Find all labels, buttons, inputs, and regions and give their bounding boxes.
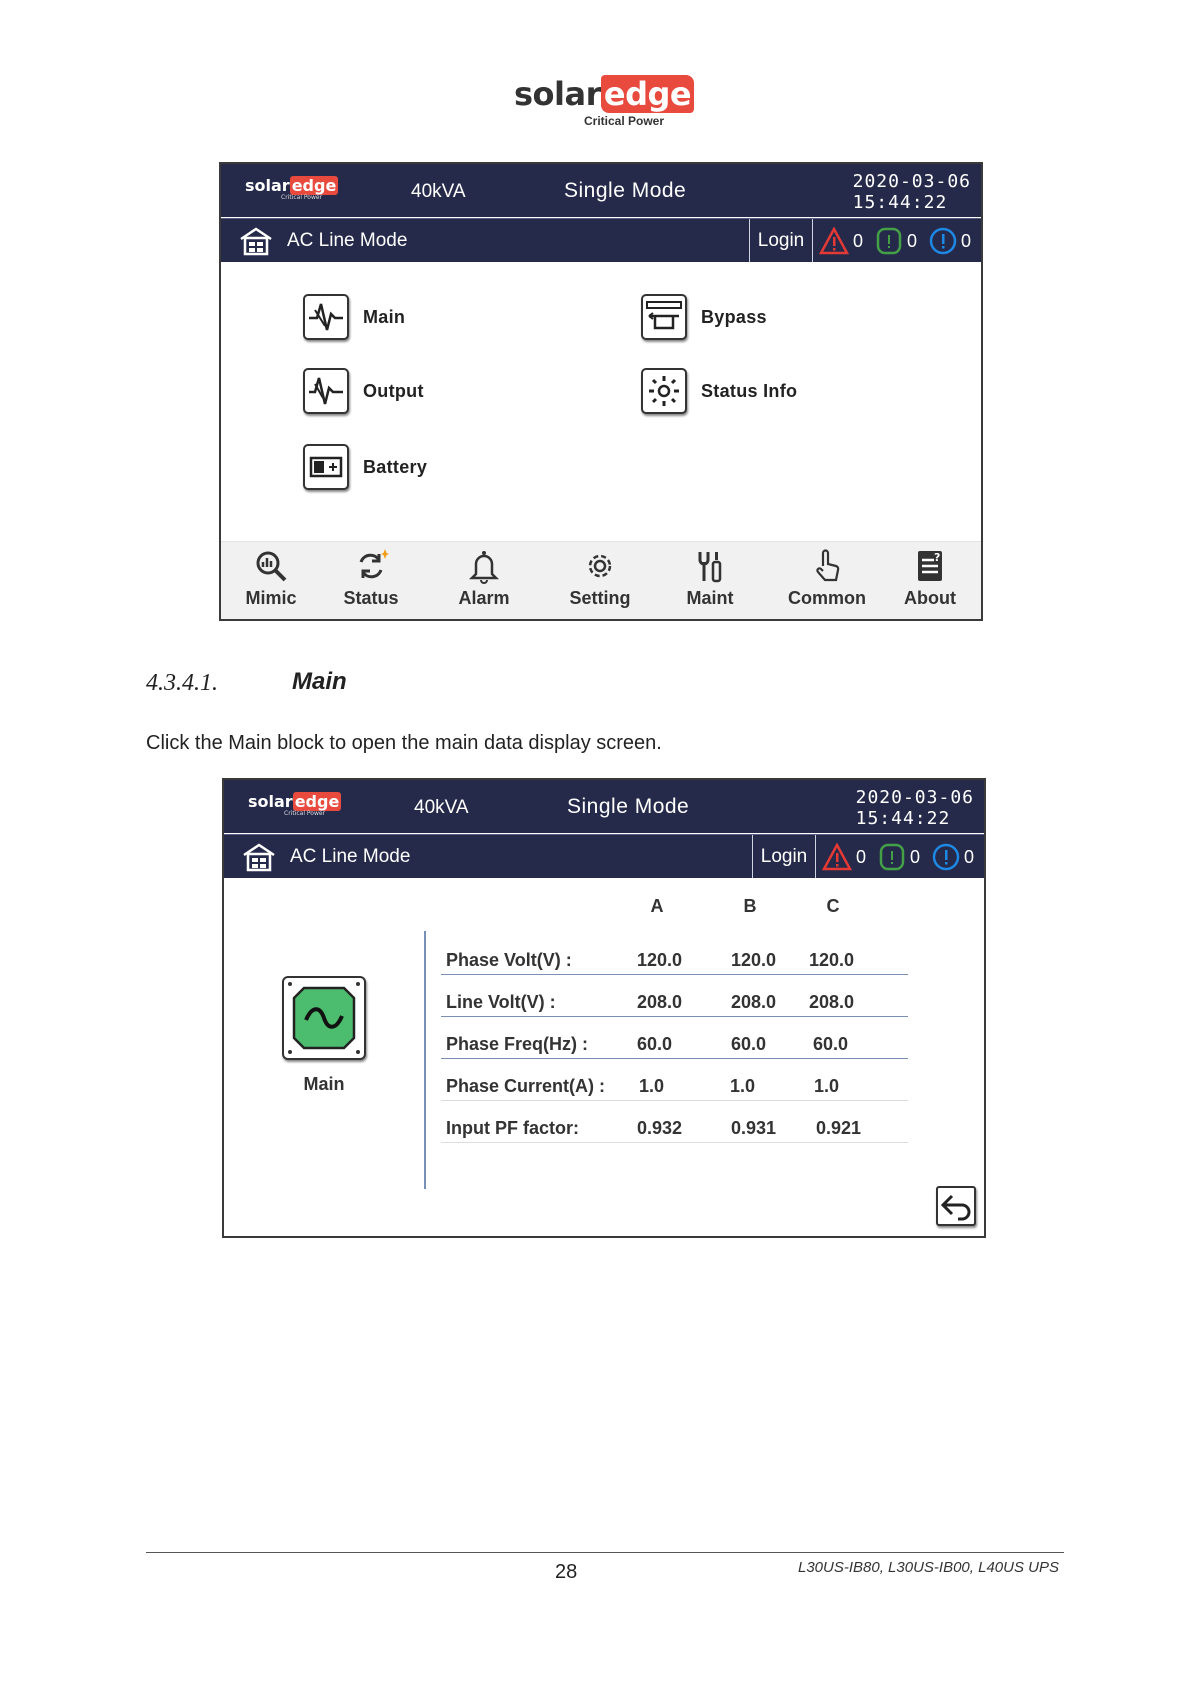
datetime	[853, 171, 971, 213]
time-label: 15:44:22	[855, 808, 951, 829]
back-arrow-icon	[938, 1188, 974, 1224]
value-b: 1.0	[730, 1076, 756, 1096]
home-icon[interactable]	[239, 226, 273, 256]
value-b: 0.931	[731, 1118, 777, 1138]
svg-text:?: ?	[934, 551, 941, 564]
hand-pointer-icon	[809, 548, 845, 584]
logo-subtitle: Critical Power	[584, 114, 665, 128]
screen-logo-solar: solar	[248, 792, 293, 811]
nav-about[interactable]	[885, 548, 975, 609]
value-a: 1.0	[639, 1076, 665, 1096]
mode-bar	[221, 218, 981, 262]
menu-main[interactable]	[303, 294, 405, 340]
menu-output-label: Output	[363, 380, 424, 401]
mode-label: Single Mode	[567, 795, 690, 818]
page-logo	[514, 75, 692, 136]
caution-count: 0	[910, 846, 921, 867]
main-ac-icon[interactable]	[282, 976, 366, 1060]
nav-status-label: Status	[343, 588, 399, 608]
menu-status-info-label: Status Info	[701, 380, 798, 401]
data-row	[441, 1017, 908, 1059]
warning-icon[interactable]	[822, 843, 852, 871]
column-head-c: C	[826, 896, 840, 916]
mode-bar	[224, 834, 984, 878]
alarm-counters	[822, 843, 982, 871]
home-icon[interactable]	[242, 842, 276, 872]
value-c: 208.0	[809, 992, 855, 1012]
screen-logo-edge: edge	[291, 176, 337, 195]
gear-icon	[582, 548, 618, 584]
hmi-screen-home	[219, 162, 983, 621]
info-count: 0	[964, 846, 975, 867]
nav-common-label: Common	[788, 588, 866, 608]
row-label: Line Volt(V) :	[446, 992, 556, 1012]
nav-mimic[interactable]	[226, 548, 316, 609]
value-b: 208.0	[731, 992, 777, 1012]
value-b: 120.0	[731, 950, 777, 970]
nav-status[interactable]	[326, 548, 416, 609]
caution-count: 0	[907, 230, 918, 251]
login-button[interactable]: Login	[752, 835, 816, 878]
bottom-nav	[221, 541, 981, 619]
date-label: 2020-03-06	[852, 171, 971, 192]
value-a: 0.932	[637, 1118, 683, 1138]
datetime	[856, 787, 974, 829]
value-c: 120.0	[809, 950, 855, 970]
nav-maint[interactable]	[665, 548, 755, 609]
value-a: 120.0	[637, 950, 683, 970]
date-label: 2020-03-06	[855, 787, 974, 808]
info-icon[interactable]	[929, 227, 957, 255]
caution-icon[interactable]	[875, 227, 903, 255]
page-number: 28	[555, 1561, 578, 1583]
menu-battery-label: Battery	[363, 456, 428, 477]
data-row	[441, 933, 908, 975]
document-reference: L30US-IB80, L30US-IB00, L40US UPS	[798, 1559, 1059, 1576]
menu-bypass-label: Bypass	[701, 306, 767, 327]
nav-alarm-label: Alarm	[458, 588, 510, 608]
logo-edge-text: edge	[601, 75, 694, 113]
time-label: 15:44:22	[852, 192, 948, 213]
info-icon[interactable]	[932, 843, 960, 871]
login-button[interactable]: Login	[749, 219, 813, 262]
value-c: 60.0	[813, 1034, 849, 1054]
line-mode-label: AC Line Mode	[287, 230, 408, 251]
screen-logo	[245, 176, 338, 201]
tools-icon	[692, 548, 728, 584]
row-label: Phase Current(A) :	[446, 1076, 606, 1096]
main-icon	[303, 294, 349, 340]
data-row	[441, 1101, 908, 1143]
footer-rule	[146, 1552, 1064, 1553]
row-label: Phase Volt(V) :	[446, 950, 572, 970]
nav-setting-label: Setting	[569, 588, 631, 608]
bell-icon	[466, 548, 502, 584]
nav-alarm[interactable]	[439, 548, 529, 609]
alarm-counters	[819, 227, 979, 255]
menu-output[interactable]	[303, 368, 424, 414]
nav-setting[interactable]	[555, 548, 645, 609]
screen-logo-sub: Critical Power	[284, 810, 326, 817]
row-label: Input PF factor:	[446, 1118, 579, 1138]
output-icon	[303, 368, 349, 414]
mimic-icon	[253, 548, 289, 584]
data-row	[441, 975, 908, 1017]
column-head-b: B	[743, 896, 757, 916]
screen-logo	[248, 792, 341, 817]
status-header	[221, 164, 981, 217]
menu-main-label: Main	[363, 306, 406, 327]
data-row	[441, 1059, 908, 1101]
nav-common[interactable]	[782, 548, 872, 609]
info-count: 0	[961, 230, 972, 251]
divider	[424, 931, 426, 1189]
section-body: Click the Main block to open the main data display screen.	[146, 732, 662, 754]
menu-battery[interactable]	[303, 444, 427, 490]
logo-solar-text: solar	[514, 75, 601, 113]
battery-icon	[303, 444, 349, 490]
section-number: 4.3.4.1.	[146, 670, 218, 696]
value-a: 60.0	[637, 1034, 673, 1054]
value-c: 1.0	[814, 1076, 840, 1096]
section-title: Main	[292, 668, 347, 695]
nav-maint-label: Maint	[686, 588, 734, 608]
warning-icon[interactable]	[819, 227, 849, 255]
warning-count: 0	[856, 846, 867, 867]
capacity-label: 40kVA	[411, 181, 466, 202]
value-a: 208.0	[637, 992, 683, 1012]
capacity-label: 40kVA	[414, 797, 469, 818]
screen-logo-edge: edge	[294, 792, 340, 811]
caution-icon[interactable]	[878, 843, 906, 871]
hmi-screen-main	[222, 778, 986, 1238]
status-icon	[353, 548, 389, 584]
back-button[interactable]	[936, 1186, 976, 1226]
screen-logo-sub: Critical Power	[281, 194, 323, 201]
nav-about-label: About	[904, 588, 956, 608]
main-icon-label: Main	[303, 1074, 345, 1094]
status-header	[224, 780, 984, 833]
value-c: 0.921	[816, 1118, 862, 1138]
status-info-icon	[641, 368, 687, 414]
column-head-a: A	[650, 896, 664, 916]
bypass-icon	[641, 294, 687, 340]
menu-bypass[interactable]	[641, 294, 767, 340]
menu-status-info[interactable]	[641, 368, 797, 414]
document-icon	[912, 548, 948, 584]
value-b: 60.0	[731, 1034, 767, 1054]
line-mode-label: AC Line Mode	[290, 846, 411, 867]
mode-label: Single Mode	[564, 179, 687, 202]
screen-logo-solar: solar	[245, 176, 290, 195]
warning-count: 0	[853, 230, 864, 251]
nav-mimic-label: Mimic	[245, 588, 297, 608]
row-label: Phase Freq(Hz) :	[446, 1034, 589, 1054]
